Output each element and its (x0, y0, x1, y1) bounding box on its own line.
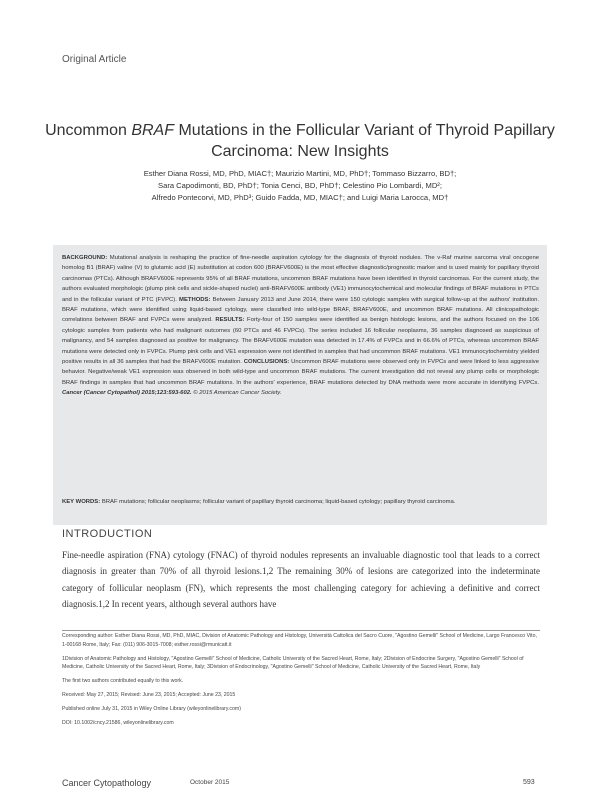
introduction-heading: INTRODUCTION (62, 528, 153, 540)
abstract-text (62, 253, 539, 399)
footer-issue-date: October 2015 (190, 779, 230, 786)
abstract-copyright: © 2015 American Cancer Society. (193, 390, 282, 397)
doi-note: DOI: 10.1002/cncy.21586, wileyonlinelibrary.com (62, 719, 174, 726)
equal-contribution-note: The first two authors contributed equally to this work. (62, 678, 184, 685)
results-text: Forty-four of 150 samples were identified as benign histologic lesions, and the authors focused on the 106 cytologic samples from patients who had malignant outcomes (60 PTCs and 46 FVPCs). The series included 16 follicular neoplasms, 36 samples diagnosed as suspicious of malignancy, and 54 samples diagnosed as positive for malignancy. The BRAFV600E mutation was detected in 17.4% of FVPCs and in 66.6% of PTCs, whereas uncommon BRAF mutations were detected only in FVPCs. Plump pink cells and VE1 expression were not identified in samples that had uncommon BRAF mutations. VE1 immunocytochemistry yielded positive results in all 36 samples that had the BRAFV600E mutation. (62, 317, 540, 366)
author-line: Alfredo Pontecorvi, MD, PhD³; Guido Fadda, MD, MIAC†; and Luigi Maria Larocca, MD† (151, 193, 449, 202)
published-note: Published online July 31, 2015 in Wiley Online Library (wileyonlinelibrary.com) (62, 705, 241, 712)
results-label: RESULTS: (215, 317, 245, 324)
conclusions-label: CONCLUSIONS: (243, 359, 290, 366)
footnotes (62, 632, 540, 727)
introduction-text: Fine-needle aspiration (FNA) cytology (FNAC) of thyroid nodules represents an invaluable diagnostic tool that leads to a correct diagnosis in greater than 70% of all thyroid lesions.1,2 The remaining 30% of lesions are categorized into the indeterminate category of follicular neoplasm (FN), which represents the most challenging category for achieving a definitive and correct diagnosis.1,2 In recent years, although several authors have (62, 550, 540, 609)
title-part-2: Mutations in the Follicular Variant of Thyroid Papillary Carcinoma: New Insights (174, 122, 555, 160)
footnote-divider (62, 630, 540, 631)
title-gene-name: BRAF (131, 122, 174, 139)
footer-journal-name: Cancer Cytopathology (62, 778, 152, 788)
background-text: Mutational analysis is reshaping the practice of fine-needle aspiration cytology for the diagnosis of thyroid nodules. The v-Raf murine sarcoma viral oncogene homolog B1 (BRAF) valine (V) to glutamic acid (E) substitution at codon 600 (BRAFV600E) is the most effective diagnostic/prognostic marker and is used mainly for papillary thyroid carcinomas (PTCs). Although BRAFV600E represents 95% of all BRAF mutations, uncommon BRAF mutations have been identified in thyroid carcinomas. For the current study, the authors evaluated morphologic (plump pink cells and sickle-shaped nuclei) anti-BRAFV600E antibody (VE1) immunocytochemical and molecular findings of BRAF mutations in PTCs and in the follicular variant of PTC (FVPC). (62, 255, 539, 303)
author-line: Sara Capodimonti, BD, PhD†; Tonia Cenci, BD, PhD†; Celestino Pio Lombardi, MD²; (158, 181, 442, 190)
title-part-1: Uncommon (45, 122, 132, 139)
article-title (40, 120, 560, 162)
author-line: Esther Diana Rossi, MD, PhD, MIAC†; Maurizio Martini, MD, PhD†; Tommaso Bizzarro, BD†; (143, 169, 457, 178)
keywords (62, 497, 539, 507)
keywords-list: BRAF mutations; follicular neoplasms; follicular variant of papillary thyroid carcinoma; liquid-based cytology; papillary thyroid carcinoma. (101, 499, 456, 505)
background-label: BACKGROUND: (62, 255, 108, 261)
conclusions-text: Uncommon BRAF mutations were observed only in FVPCs and were linked to less aggressive behavior. Negative/weak VE1 expression was observed in both wild-type and uncommon BRAF mutations. The current investigation did not reveal any plump cells or morphologic BRAF findings in samples that had uncommon BRAF mutations. In the authors' experience, BRAF mutations detected by DNA methods were more accurate in identifying FVPCs. (62, 359, 540, 386)
keywords-label: KEY WORDS: (62, 499, 101, 505)
dates-note: Received: May 27, 2015; Revised: June 23, 2015; Accepted: June 23, 2015 (62, 691, 236, 698)
footer-page-number: 593 (523, 779, 535, 786)
corresponding-author-note: Corresponding author: Esther Diana Rossi, MD, PhD, MIAC, Division of Anatomic Pathology and Histology, Università Cattolica del Sacro Cuore, "Agostino Gemelli" School of Medicine, Largo Francesco Vito, 1-00168 Rome, Italy; Fax: (011) 906-3015-7008; esther.rossi@rmunicatt.it (62, 633, 537, 648)
article-type-label: Original Article (62, 54, 127, 65)
methods-label: METHODS: (179, 296, 211, 303)
methods-text: Between January 2013 and June 2014, there were 150 cytologic samples with surgical follow-up at the authors' institution. BRAF mutations, which were identified using liquid-based cytology, were classified into wild-type BRAF, BRAFV600E, and uncommon BRAF mutations. All clinicopathologic correlations between BRAF and FVPCs were analyzed. (62, 296, 540, 324)
affiliations-note: 1Division of Anatomic Pathology and Histology, "Agostino Gemelli" School of Medicine, Catholic University of the Sacred Heart, Rome, Italy; 2Division of Endocrine Surgery, "Agostino Gemelli" School of Medicine, Catholic University of the Sacred Heart, Rome, Italy; 3Division of Endocrinology, "Agostino Gemelli" School of Medicine, Catholic University of the Sacred Heart, Rome, Italy (62, 655, 524, 671)
abstract-citation: Cancer (Cancer Cytopathol) 2015;123:593-602. (62, 390, 192, 397)
author-list (60, 168, 540, 204)
